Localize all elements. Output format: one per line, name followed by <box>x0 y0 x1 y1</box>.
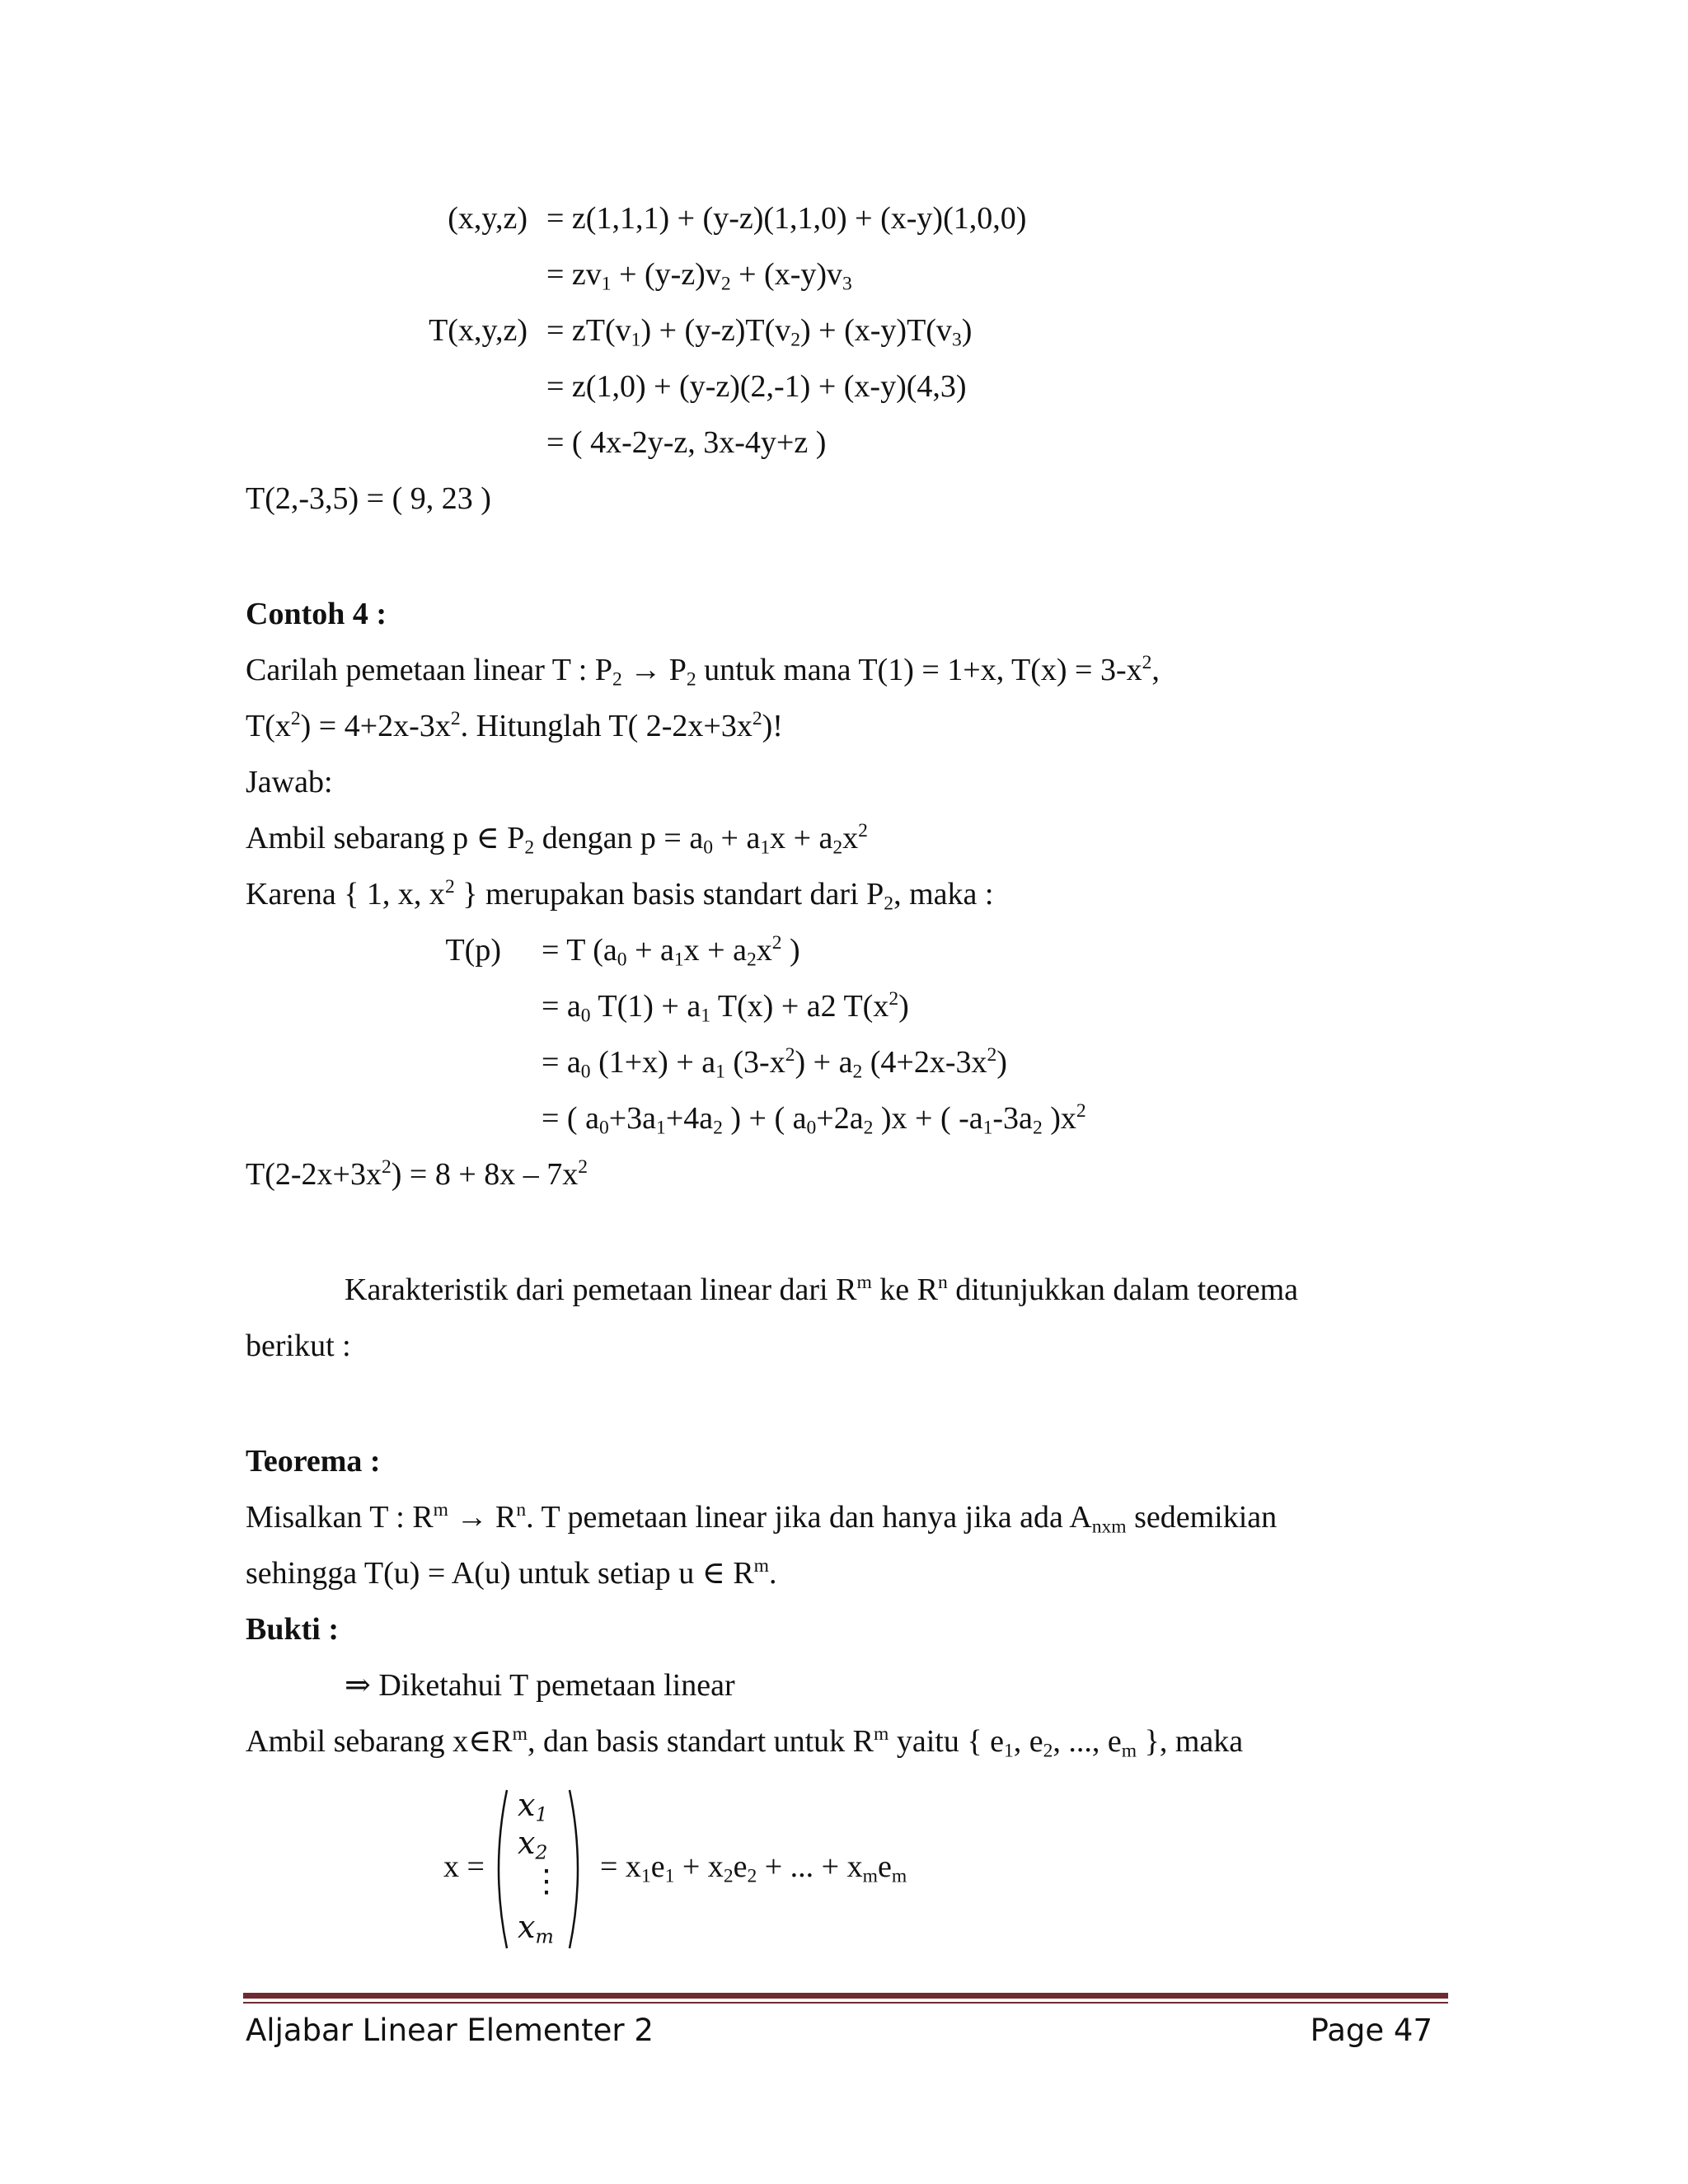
eq1-line2: = $zv_1 + (y-z)v_2 + (x-y)v_3$ <box>546 257 852 295</box>
footer-rule-thin <box>243 2002 1448 2004</box>
vector-entry-x1: $x_1$ <box>518 1787 548 1826</box>
footer-rule-thick <box>243 1993 1448 1999</box>
proof-heading: Bukti : <box>246 1612 339 1647</box>
example4-derivation-2: = $a_0$ $T(1) + a_1$ T(x) + a2 $T(x^2)$ <box>542 987 909 1027</box>
vector-vertical-dots: ⋮ <box>531 1863 562 1899</box>
example4-take-p: Ambil sebarang p ∈ $P_2$ dengan $p = a_0 + a_1x + a_2x^2$ <box>246 819 868 859</box>
example4-derivation-3: = $a_0$ $(1+x) + a_1$ $(3-x^2) + a_2$ $(4+2x-3x^2)$ <box>542 1043 1007 1083</box>
example4-answer-label: Jawab: <box>246 765 333 799</box>
vector-rhs: = $x_1e_1 + x_2e_2$ + ... + $x_me_m$ <box>600 1849 907 1887</box>
proof-take-x: Ambil sebarang $x\in R^m$, dan basis standart untuk $R^m$ yaitu { $e_1$, $e_2$, ..., $e_m$ }, maka <box>246 1722 1244 1762</box>
eq1-line5: = ( 4x-2y-z, 3x-4y+z ) <box>546 425 827 460</box>
eq1-lhs-txyz: T(x,y,z) <box>429 313 528 348</box>
proof-step-given: ⇒ Diketahui T pemetaan linear <box>345 1668 735 1703</box>
example4-derivation-1: = T ($a_0 + a_1x + a_2x^2$ ) <box>542 931 800 971</box>
example4-problem-line2: $T(x^2) = 4+2x-3x^2$. Hitunglah T( $2-2x+3x^2$)! <box>246 707 783 743</box>
footer-page-number: Page 47 <box>1310 2013 1432 2048</box>
vector-lhs: x = <box>443 1849 485 1884</box>
eq1-line4: = z(1,0) + (y-z)(2,-1) + (x-y)(4,3) <box>546 369 967 404</box>
eq1-result: T(2,-3,5) = ( 9, 23 ) <box>246 481 491 516</box>
characteristic-paragraph-line2: berikut : <box>246 1329 351 1363</box>
vector-entry-xm: $x_m$ <box>518 1909 554 1948</box>
example4-basis: Karena { 1, x, $x^2$ } merupakan basis standart dari $P_2$, maka : <box>246 875 994 915</box>
vector-entry-x2: $x_2$ <box>518 1825 548 1864</box>
footer-title: Aljabar Linear Elementer 2 <box>246 2013 654 2048</box>
example4-lhs-tp: T(p) <box>445 933 501 968</box>
example4-result: $T(2-2x+3x^2) = 8 + 8x - 7x^2$ <box>246 1155 588 1192</box>
theorem-heading: Teorema : <box>246 1444 381 1479</box>
eq1-lhs-xyz: (x,y,z) <box>448 201 528 236</box>
example4-derivation-4: = ( $a_0+3a_1+4a_2$ ) + ( $a_0+2a_2$ )x + ( $-a_1-3a_2$ )$x^2$ <box>542 1099 1086 1139</box>
example4-problem-line1: Carilah pemetaan linear T : $P_2 \to P_2$ untuk mana T(1) = 1+x, $T(x) = 3-x^2$, <box>246 651 1160 691</box>
characteristic-paragraph-line1: Karakteristik dari pemetaan linear dari $R^m$ ke $R^n$ ditunjukkan dalam teorema <box>345 1271 1299 1307</box>
eq1-rhs-3: = $zT(v_1) + (y-z)T(v_2) + (x-y)T(v_3)$ <box>546 313 973 351</box>
theorem-statement-line2: sehingga T(u) = A(u) untuk setiap u ∈ $R^m$. <box>246 1554 777 1591</box>
theorem-statement-line1: Misalkan T : $R^m \to R^n$. T pemetaan linear jika dan hanya jika ada $A_{nxm}$ sedemikian <box>246 1498 1278 1538</box>
example4-heading: Contoh 4 : <box>246 597 387 631</box>
eq1-rhs-1: = z(1,1,1) + (y-z)(1,1,0) + (x-y)(1,0,0) <box>546 201 1027 236</box>
